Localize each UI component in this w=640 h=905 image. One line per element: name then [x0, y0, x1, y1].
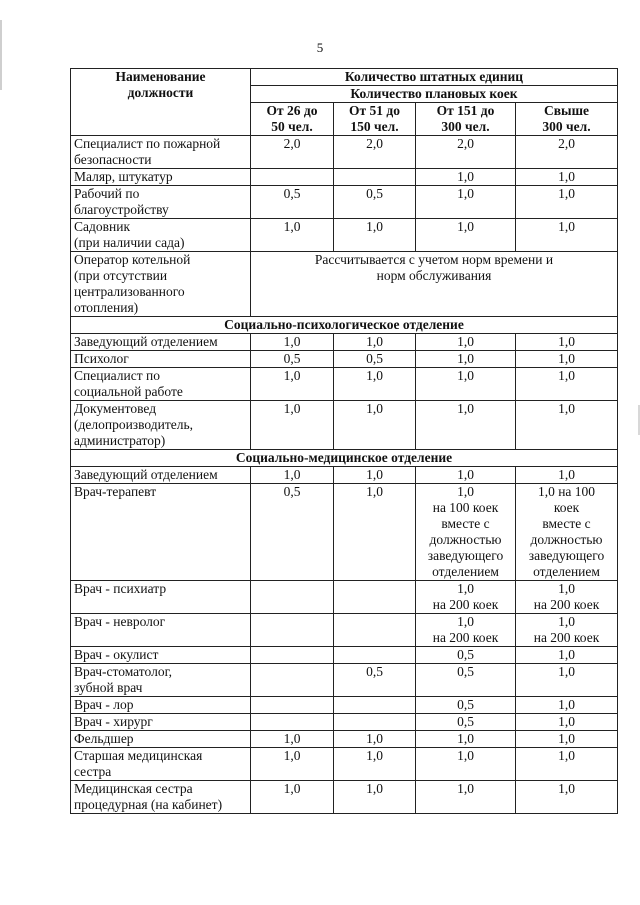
col-151-300-value: 1,0 на 100 коек вместе с должностью заведующего отделением [416, 484, 516, 581]
position-name: Маляр, штукатур [71, 169, 251, 186]
col-51-150-value: 1,0 [334, 748, 416, 781]
col-26-50-value: 1,0 [251, 731, 334, 748]
table-row [71, 781, 618, 814]
col-51-150-value: 1,0 [334, 219, 416, 252]
col-51-150-value [334, 581, 416, 614]
col-51-150-value: 1,0 [334, 731, 416, 748]
table-row [71, 581, 618, 614]
position-name: Врач - невролог [71, 614, 251, 647]
col-over-300-value: 1,0 [516, 647, 618, 664]
table-row [71, 467, 618, 484]
col-151-300-value: 1,0 на 200 коек [416, 581, 516, 614]
col-over-300-value: 1,0 [516, 368, 618, 401]
col-151-300-value: 1,0 [416, 368, 516, 401]
col-over-300-value: 1,0 [516, 169, 618, 186]
col-26-50-value: 1,0 [251, 368, 334, 401]
col-51-150-value [334, 614, 416, 647]
table-row [71, 748, 618, 781]
col-51-150-value [334, 714, 416, 731]
col-151-300-value: 1,0 [416, 186, 516, 219]
col-26-50-value: 0,5 [251, 186, 334, 219]
col-over-300-value: 1,0 [516, 219, 618, 252]
table-row [71, 169, 618, 186]
col-26-50-value [251, 647, 334, 664]
col-over-300-value: 1,0 [516, 748, 618, 781]
table-row [71, 484, 618, 581]
table-row [71, 252, 618, 317]
col-51-150-value: 1,0 [334, 401, 416, 450]
col-over-300-value: 1,0 [516, 714, 618, 731]
col-26-50-value [251, 169, 334, 186]
table-row [71, 647, 618, 664]
position-name: Садовник (при наличии сада) [71, 219, 251, 252]
col-51-150-value [334, 647, 416, 664]
col-26-50-value: 0,5 [251, 484, 334, 581]
table-row [71, 714, 618, 731]
col-151-300-value: 1,0 на 200 коек [416, 614, 516, 647]
col-26-50-value [251, 664, 334, 697]
position-name: Врач - лор [71, 697, 251, 714]
col-151-300-value: 2,0 [416, 136, 516, 169]
table-row [71, 731, 618, 748]
col-over-300-value: 1,0 на 200 коек [516, 581, 618, 614]
col-151-300-value: 1,0 [416, 748, 516, 781]
col-over-300-value: 1,0 [516, 186, 618, 219]
position-name: Заведующий отделением [71, 334, 251, 351]
col-over-300-value: 1,0 [516, 731, 618, 748]
col-26-50-value: 1,0 [251, 467, 334, 484]
col-26-50-header: От 26 до 50 чел. [251, 103, 334, 136]
col-over-300-value: 1,0 [516, 334, 618, 351]
col-151-300-value: 1,0 [416, 351, 516, 368]
col-51-150-value: 0,5 [334, 351, 416, 368]
col-over-300-value: 1,0 [516, 781, 618, 814]
col-over-300-value: 1,0 [516, 401, 618, 450]
position-name: Специалист по пожарной безопасности [71, 136, 251, 169]
col-26-50-value [251, 714, 334, 731]
col-151-300-value: 1,0 [416, 467, 516, 484]
col-over-300-header: Свыше 300 чел. [516, 103, 618, 136]
col-51-150-value: 1,0 [334, 484, 416, 581]
col-26-50-value: 1,0 [251, 401, 334, 450]
col-26-50-value: 1,0 [251, 219, 334, 252]
section-row [71, 450, 618, 467]
position-name: Врач-терапевт [71, 484, 251, 581]
section-title: Социально-психологическое отделение [71, 317, 618, 334]
position-name-header: Наименование должности [71, 69, 251, 136]
planned-beds-header: Количество плановых коек [251, 86, 618, 103]
col-over-300-value: 1,0 на 100 коек вместе с должностью заведующего отделением [516, 484, 618, 581]
staff-units-header: Количество штатных единиц [251, 69, 618, 86]
col-151-300-value: 0,5 [416, 664, 516, 697]
position-name: Врач-стоматолог, зубной врач [71, 664, 251, 697]
position-name: Медицинская сестра процедурная (на кабинет) [71, 781, 251, 814]
col-over-300-value: 2,0 [516, 136, 618, 169]
col-151-300-value: 1,0 [416, 731, 516, 748]
col-151-300-value: 0,5 [416, 647, 516, 664]
position-name: Заведующий отделением [71, 467, 251, 484]
table-row [71, 401, 618, 450]
col-26-50-value: 1,0 [251, 334, 334, 351]
col-51-150-header: От 51 до 150 чел. [334, 103, 416, 136]
col-51-150-value: 2,0 [334, 136, 416, 169]
col-over-300-value: 1,0 на 200 коек [516, 614, 618, 647]
col-over-300-value: 1,0 [516, 351, 618, 368]
col-51-150-value: 1,0 [334, 368, 416, 401]
col-151-300-value: 0,5 [416, 697, 516, 714]
col-151-300-value: 1,0 [416, 169, 516, 186]
col-51-150-value [334, 697, 416, 714]
col-26-50-value [251, 581, 334, 614]
table-row [71, 614, 618, 647]
position-name: Психолог [71, 351, 251, 368]
col-51-150-value [334, 169, 416, 186]
position-name: Рабочий по благоустройству [71, 186, 251, 219]
table-row [71, 136, 618, 169]
page-number: 5 [316, 40, 324, 55]
section-row [71, 317, 618, 334]
section-title: Социально-медицинское отделение [71, 450, 618, 467]
position-name: Врач - психиатр [71, 581, 251, 614]
table-row [71, 351, 618, 368]
col-26-50-value: 1,0 [251, 748, 334, 781]
table-header [71, 69, 618, 136]
table-row [71, 334, 618, 351]
col-151-300-header: От 151 до 300 чел. [416, 103, 516, 136]
col-over-300-value: 1,0 [516, 697, 618, 714]
position-name: Документовед (делопроизводитель, администратор) [71, 401, 251, 450]
merged-note: Рассчитывается с учетом норм времени и норм обслуживания [251, 252, 618, 317]
position-name: Старшая медицинская сестра [71, 748, 251, 781]
col-26-50-value: 0,5 [251, 351, 334, 368]
col-over-300-value: 1,0 [516, 467, 618, 484]
table-body [71, 136, 618, 814]
position-name: Оператор котельной (при отсутствии централизованного отопления) [71, 252, 251, 317]
position-name: Врач - окулист [71, 647, 251, 664]
col-51-150-value: 0,5 [334, 664, 416, 697]
col-151-300-value: 1,0 [416, 334, 516, 351]
table-row [71, 697, 618, 714]
col-26-50-value [251, 614, 334, 647]
col-over-300-value: 1,0 [516, 664, 618, 697]
col-151-300-value: 0,5 [416, 714, 516, 731]
col-151-300-value: 1,0 [416, 781, 516, 814]
col-151-300-value: 1,0 [416, 219, 516, 252]
col-51-150-value: 1,0 [334, 334, 416, 351]
position-name: Врач - хирург [71, 714, 251, 731]
col-51-150-value: 0,5 [334, 186, 416, 219]
col-26-50-value [251, 697, 334, 714]
col-51-150-value: 1,0 [334, 467, 416, 484]
col-26-50-value: 1,0 [251, 781, 334, 814]
staffing-table [70, 68, 618, 814]
table-row [71, 664, 618, 697]
col-151-300-value: 1,0 [416, 401, 516, 450]
position-name: Фельдшер [71, 731, 251, 748]
table-row [71, 368, 618, 401]
col-51-150-value: 1,0 [334, 781, 416, 814]
table-row [71, 219, 618, 252]
col-26-50-value: 2,0 [251, 136, 334, 169]
table-row [71, 186, 618, 219]
position-name: Специалист по социальной работе [71, 368, 251, 401]
